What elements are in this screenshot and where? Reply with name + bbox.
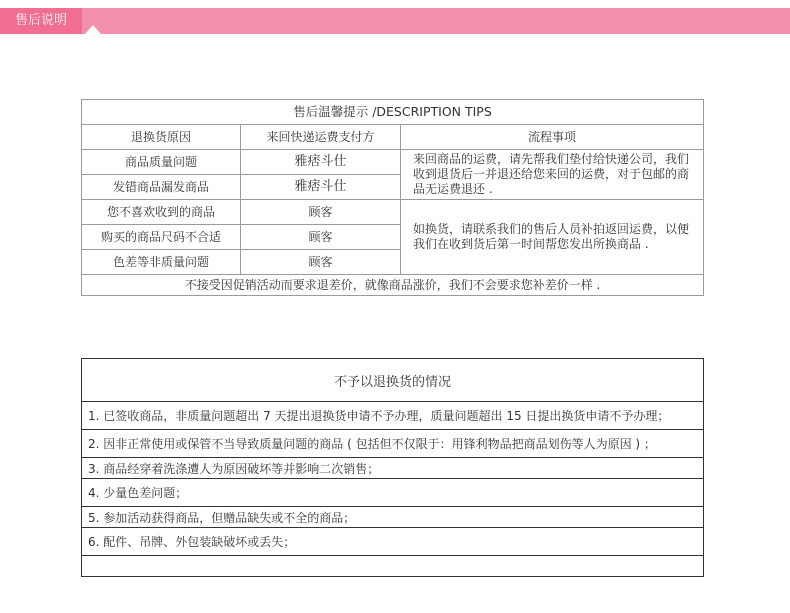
- payer-cell: 顾客: [241, 250, 401, 275]
- flow-note-cell: 来回商品的运费，请先帮我们垫付给快递公司，我们收到退货后一并退还给您来回的运费，对于包邮的商品无运费退还 .: [401, 150, 704, 200]
- aftersale-tips-table: [81, 99, 704, 296]
- col-header-reason: 退换货原因: [82, 125, 241, 150]
- section-title: 售后说明: [0, 8, 82, 34]
- condition-row: 5. 参加活动获得商品，但赠品缺失或不全的商品；: [82, 507, 704, 528]
- payer-cell: 雅痞斗仕: [241, 150, 401, 175]
- aftersale-table-caption: 售后温馨提示 /DESCRIPTION TIPS: [82, 100, 704, 125]
- condition-row: 3. 商品经穿着洗涤遭人为原因破坏等并影响二次销售；: [82, 458, 704, 479]
- no-return-table-caption: 不予以退换货的情况: [82, 359, 704, 402]
- reason-cell: 色差等非质量问题: [82, 250, 241, 275]
- col-header-payer: 来回快递运费支付方: [241, 125, 401, 150]
- section-header-bar: [0, 8, 790, 34]
- reason-cell: 发错商品漏发商品: [82, 175, 241, 200]
- condition-row: 4. 少量色差问题；: [82, 479, 704, 507]
- flow-note-cell: 如换货，请联系我们的售后人员补拍返回运费，以便我们在收到货后第一时间帮您发出所换商品 .: [401, 200, 704, 275]
- payer-cell: 顾客: [241, 225, 401, 250]
- no-return-conditions-table: [81, 358, 704, 577]
- condition-row: 2. 因非正常使用或保管不当导致质量问题的商品 ( 包括但不仅限于：用锋利物品把商品划伤等人为原因 ) ；: [82, 430, 704, 458]
- header-notch-decoration: [85, 25, 101, 34]
- condition-row: 1. 已签收商品，非质量问题超出 7 天提出退换货申请不予办理，质量问题超出 15 日提出换货申请不予办理；: [82, 402, 704, 430]
- reason-cell: 商品质量问题: [82, 150, 241, 175]
- payer-cell: 雅痞斗仕: [241, 175, 401, 200]
- col-header-flow: 流程事项: [401, 125, 704, 150]
- aftersale-table-footer: 不接受因促销活动而要求退差价，就像商品涨价，我们不会要求您补差价一样 .: [82, 275, 704, 296]
- reason-cell: 您不喜欢收到的商品: [82, 200, 241, 225]
- condition-row-empty: [82, 556, 704, 577]
- reason-cell: 购买的商品尺码不合适: [82, 225, 241, 250]
- payer-cell: 顾客: [241, 200, 401, 225]
- condition-row: 6. 配件、吊牌、外包装缺破坏或丢失；: [82, 528, 704, 556]
